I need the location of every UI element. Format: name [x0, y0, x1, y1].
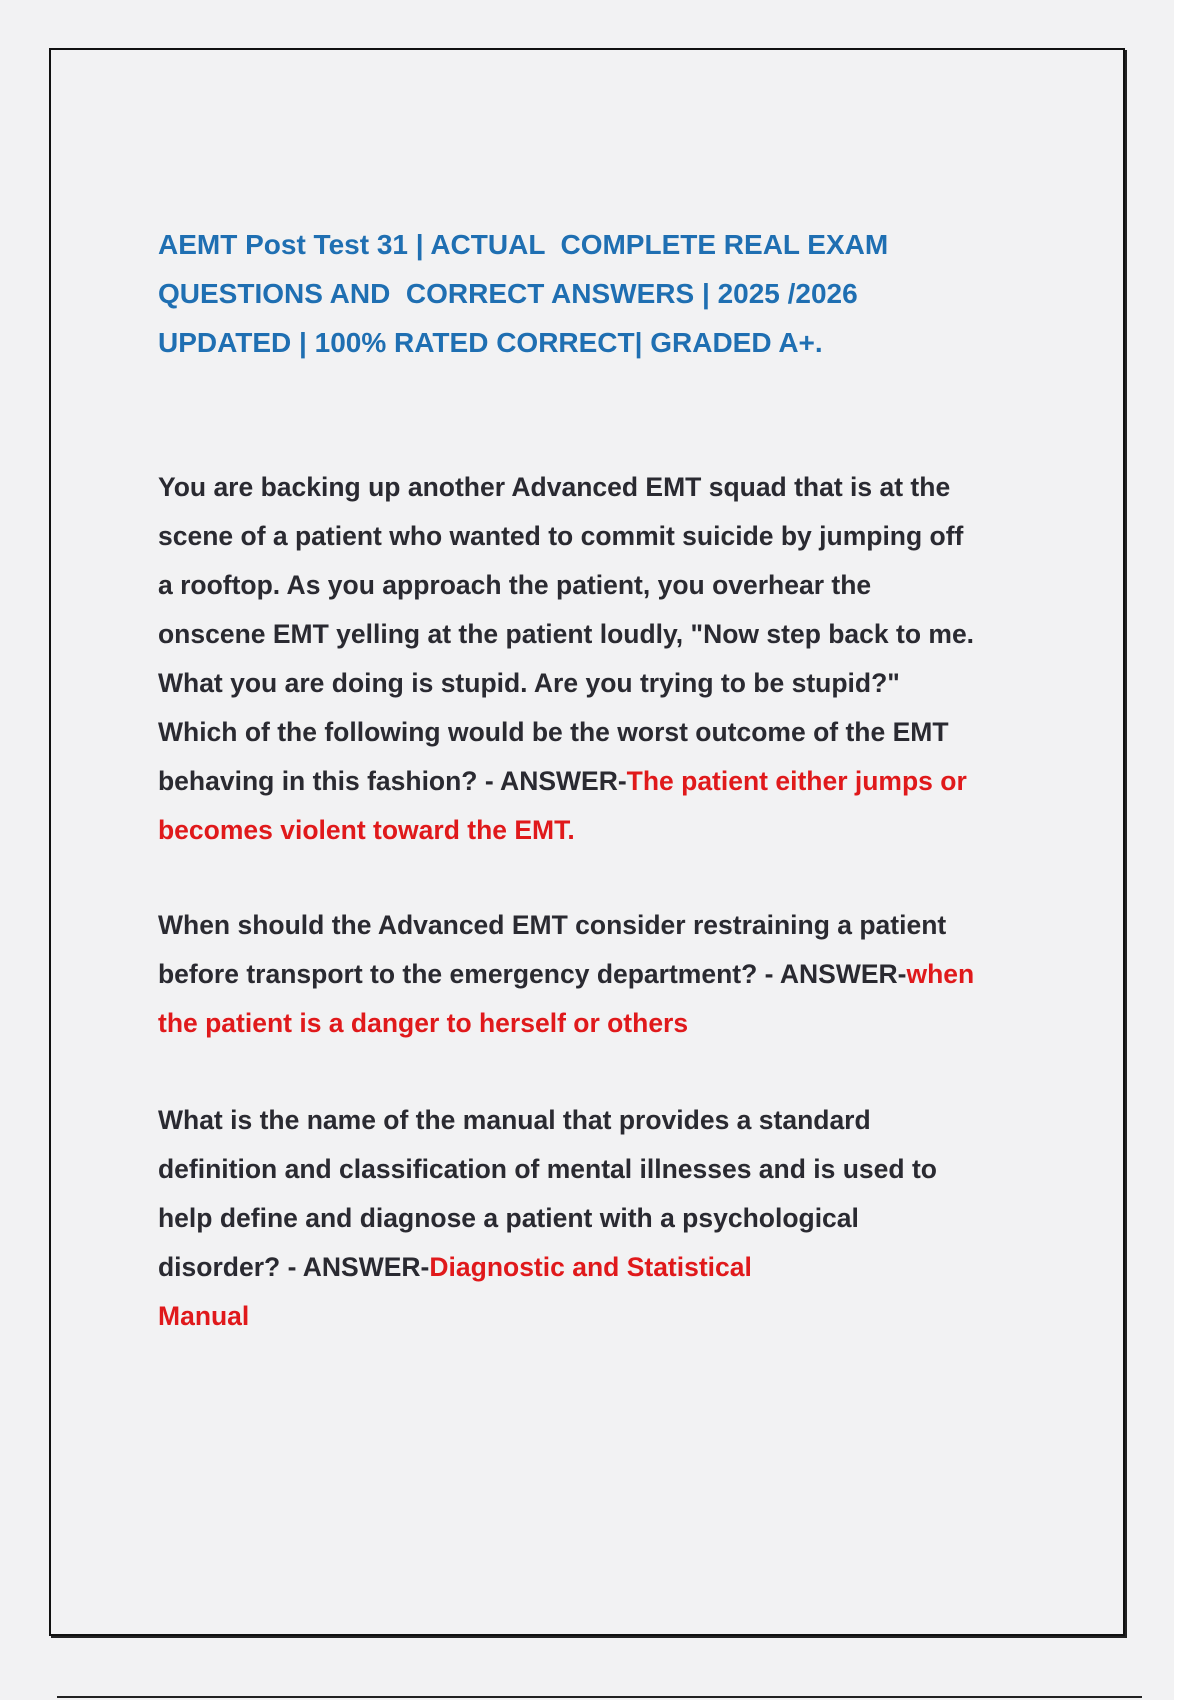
qa-line: [158, 901, 1058, 950]
qa-line: [158, 950, 1058, 999]
qa-line: [158, 1096, 1058, 1145]
question-text: help define and diagnose a patient with a psychological: [158, 1203, 859, 1233]
qa-line: [158, 1292, 1058, 1341]
question-text: What is the name of the manual that provides a standard: [158, 1105, 871, 1135]
answer-text: when: [906, 959, 975, 989]
qa-line: [158, 806, 1058, 855]
qa-line: [158, 561, 1058, 610]
question-text: scene of a patient who wanted to commit suicide by jumping off: [158, 521, 964, 551]
footer-rule: [57, 1696, 1142, 1698]
qa-block-3: [158, 1096, 1058, 1341]
qa-line: [158, 1194, 1058, 1243]
qa-block-2: [158, 901, 1058, 1048]
question-text: disorder? - ANSWER-: [158, 1252, 430, 1282]
qa-line: [158, 463, 1058, 512]
question-text: definition and classification of mental illnesses and is used to: [158, 1154, 937, 1184]
question-text: behaving in this fashion? - ANSWER-: [158, 766, 627, 796]
question-text: onscene EMT yelling at the patient loudly, "Now step back to me.: [158, 619, 975, 649]
qa-line: [158, 1243, 1058, 1292]
question-text: a rooftop. As you approach the patient, you overhear the: [158, 570, 872, 600]
qa-line: [158, 512, 1058, 561]
qa-line: [158, 708, 1058, 757]
answer-text: Diagnostic and Statistical: [429, 1252, 752, 1282]
title-line: AEMT Post Test 31 | ACTUAL COMPLETE REAL EXAM: [158, 229, 889, 260]
question-text: When should the Advanced EMT consider restraining a patient: [158, 910, 947, 940]
question-text: You are backing up another Advanced EMT squad that is at the: [158, 472, 951, 502]
qa-line: [158, 610, 1058, 659]
title-line: QUESTIONS AND CORRECT ANSWERS | 2025 /2026: [158, 278, 858, 309]
qa-block-1: [158, 463, 1058, 855]
document-title: [158, 220, 958, 367]
question-text: What you are doing is stupid. Are you trying to be stupid?": [158, 668, 900, 698]
qa-line: [158, 999, 1058, 1048]
qa-line: [158, 659, 1058, 708]
qa-line: [158, 757, 1058, 806]
title-line: UPDATED | 100% RATED CORRECT| GRADED A+.: [158, 327, 823, 358]
qa-line: [158, 1145, 1058, 1194]
answer-text: the patient is a danger to herself or others: [158, 1008, 689, 1038]
page-edge: [1174, 0, 1200, 1700]
answer-text: Manual: [158, 1301, 250, 1331]
question-text: before transport to the emergency department? - ANSWER-: [158, 959, 907, 989]
answer-text: The patient either jumps or: [626, 766, 967, 796]
question-text: Which of the following would be the worst outcome of the EMT: [158, 717, 949, 747]
answer-text: becomes violent toward the EMT.: [158, 815, 575, 845]
